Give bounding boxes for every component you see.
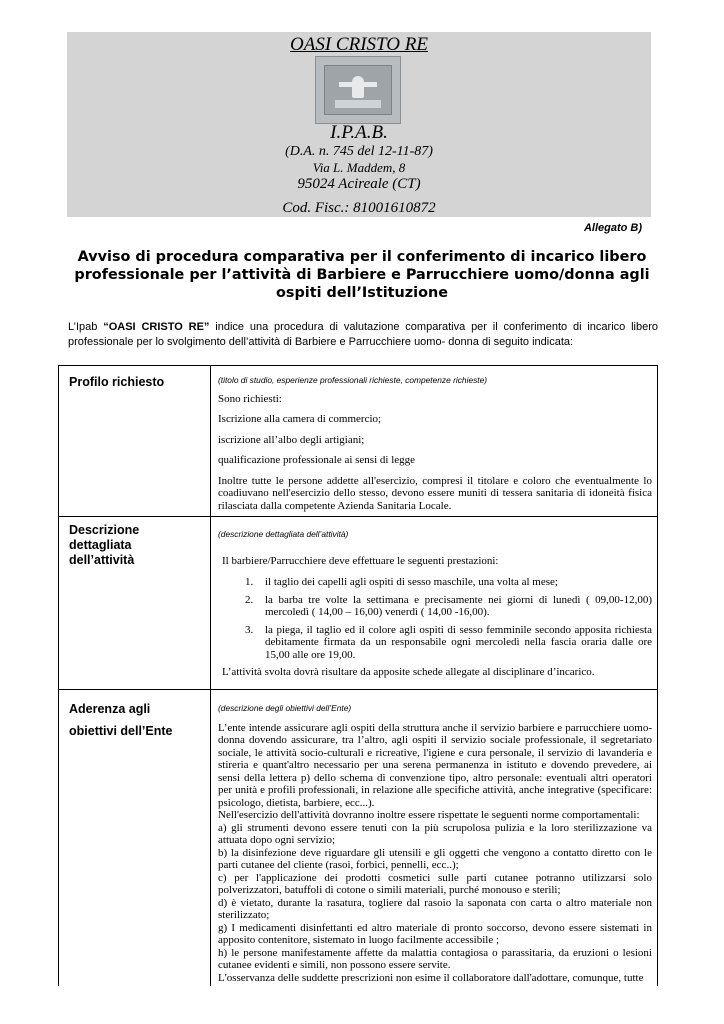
objectives-label (69, 702, 199, 739)
seal-base (335, 100, 381, 108)
profile-line: Inoltre tutte le persone addette all'esercizio, compresi il titolare e coloro che eventualmente lo coadiuvano nell'esercizio dello stesso, devono essere muniti di tessera sanitaria di idoneità fisica rilasciata dalla competente Azienda Sanitaria Locale. (218, 474, 652, 512)
institution-name: OASI CRISTO RE (290, 34, 428, 55)
table-row-divider (59, 689, 657, 690)
requirements-table (58, 365, 658, 986)
services-list (218, 576, 652, 661)
description-lead: Il barbiere/Parrucchiere deve effettuare le seguenti prestazioni: (222, 554, 499, 567)
objectives-hint: (descrizione degli obiettivi dell’Ente) (218, 703, 352, 713)
objectives-line: L'osservanza delle suddette prescrizioni non esime il collaboratore dall'adottare, comunque, tutte (218, 971, 644, 984)
city-line: 95024 Acireale (CT) (297, 176, 421, 192)
objectives-line: d) è vietato, durante la rasatura, togliere dal rasoio la saponata con carta o altro materiale non sterilizzato; (218, 896, 652, 921)
seal-figure (352, 76, 364, 98)
objectives-cell (218, 702, 652, 984)
profile-line: Sono richiesti: (218, 392, 282, 405)
letterhead (67, 32, 651, 217)
description-label: Descrizione dettagliata dell’attività (69, 523, 140, 567)
attachment-label: Allegato B) (583, 222, 642, 234)
list-item-text: la barba tre volte la settimana e precisamente nei giorni di lunedì ( 09,00-12,00) mercoledì ( 14,00 – 16,00) venerdì ( 14,00 -16,00). (265, 593, 652, 618)
objectives-line: h) le persone manifestamente affette da malattia contagiosa o parassitaria, da eruzioni o lesioni cutanee evidenti e simili, non possono essere servite. (218, 946, 652, 971)
objectives-label-line: obiettivi dell’Ente (69, 724, 173, 738)
ipab-label: I.P.A.B. (330, 122, 388, 143)
profile-line: Iscrizione alla camera di commercio; (218, 413, 382, 425)
objectives-label-line: Aderenza agli (69, 702, 151, 716)
description-hint: (descrizione dettagliata dell’attività) (218, 529, 349, 539)
list-item-text: la piega, il taglio ed il colore agli ospiti di sesso femminile secondo apposita richiesta debitamente firmata da un responsabile ogni mercoledì nella fascia oraria dalle ore 15,00 alle ore 19,00. (265, 623, 652, 661)
list-item-text: il taglio dei capelli agli ospiti di sesso maschile, una volta al mese; (265, 576, 558, 588)
objectives-line: c) per l'applicazione dei prodotti cosmetici sulle parti cutanee potranno utilizzarsi solo polverizzatori, batuffoli di cotone o simili materiali, purché monouso e sterili; (218, 871, 652, 896)
objectives-line: Nell'esercizio dell'attività dovranno inoltre essere rispettate le seguenti norme comportamentali: (218, 809, 640, 821)
objectives-line: L’ente intende assicurare agli ospiti della struttura anche il servizio barbiere e parrucchiere uomo-donna dovendo assicurare, tra l’altro, agli ospiti il servizio sociale professionale, il segretariato sociale, le attività socio-culturali e ricreative, l'igiene e cura personale, il servizio di lavanderia e stireria e quant'altro necessario per una serena permanenza in istituto e dovendo prevedere, ai sensi della lettera p) dello schema di convenzione tipo, altro personale: eventuali altri operatori per unità e profili professionali, in relazione alle specifiche attività, anche integrative (specificare: psicologo, dietista, barbiere, ecc...). (218, 721, 652, 809)
address-line: Via L. Maddem, 8 (312, 160, 406, 175)
list-item (218, 594, 652, 619)
list-item-number: 3. (245, 623, 254, 636)
objectives-line: a) gli strumenti devono essere tenuti con la più scrupolosa pulizia e la loro sterilizzazione va attuata dopo ogni servizio; (218, 821, 652, 846)
list-item (218, 624, 652, 662)
list-item-number: 2. (245, 593, 254, 606)
profile-line: iscrizione all’albo degli artigiani; (218, 433, 365, 446)
description-cell (218, 528, 652, 679)
list-item (218, 576, 652, 589)
decree-line: (D.A. n. 745 del 12-11-87) (285, 144, 433, 159)
objectives-line: g) I medicamenti disinfettanti ed altro materiale di pronto soccorso, devono essere sistemati in apposito contenitore, sistemato in luogo facilmente accessibile ; (218, 921, 652, 946)
intro-paragraph (68, 320, 658, 350)
description-closing: L’attività svolta dovrà risultare da apposite schede allegate al disciplinare d’incarico. (222, 666, 595, 678)
seal-relief (324, 65, 392, 115)
profile-cell (218, 374, 652, 512)
intro-institution-name: “OASI CRISTO RE” (103, 321, 210, 333)
objectives-line: b) la disinfezione deve riguardare gli utensili e gli oggetti che vengono a contatto diretto con le parti cutanee del cliente (rasoi, forbici, pennelli, ecc..); (218, 846, 652, 871)
profile-line: qualificazione professionale ai sensi di legge (218, 454, 416, 466)
profile-label: Profilo richiesto (69, 375, 165, 389)
profile-hint: (titolo di studio, esperienze professionali richieste, competenze richieste) (218, 375, 488, 385)
intro-text: indice una procedura di valutazione comparativa per il conferimento di incarico libero professionale per lo svolgimento dell’attività di Barbiere e Parrucchiere uomo- donna di seguito indicata: (68, 321, 659, 348)
institution-seal-image (315, 56, 401, 124)
table-row-divider (59, 516, 657, 517)
list-item-number: 1. (245, 576, 254, 588)
document-title: Avviso di procedura comparativa per il conferimento di incarico libero professionale per l’attività di Barbiere e Parrucchiere uomo/donna agli ospiti dell’Istituzione (74, 249, 650, 301)
intro-prefix: L’Ipab (68, 321, 104, 333)
table-column-divider (210, 366, 211, 986)
tax-code-line: Cod. Fisc.: 81001610872 (282, 200, 436, 216)
